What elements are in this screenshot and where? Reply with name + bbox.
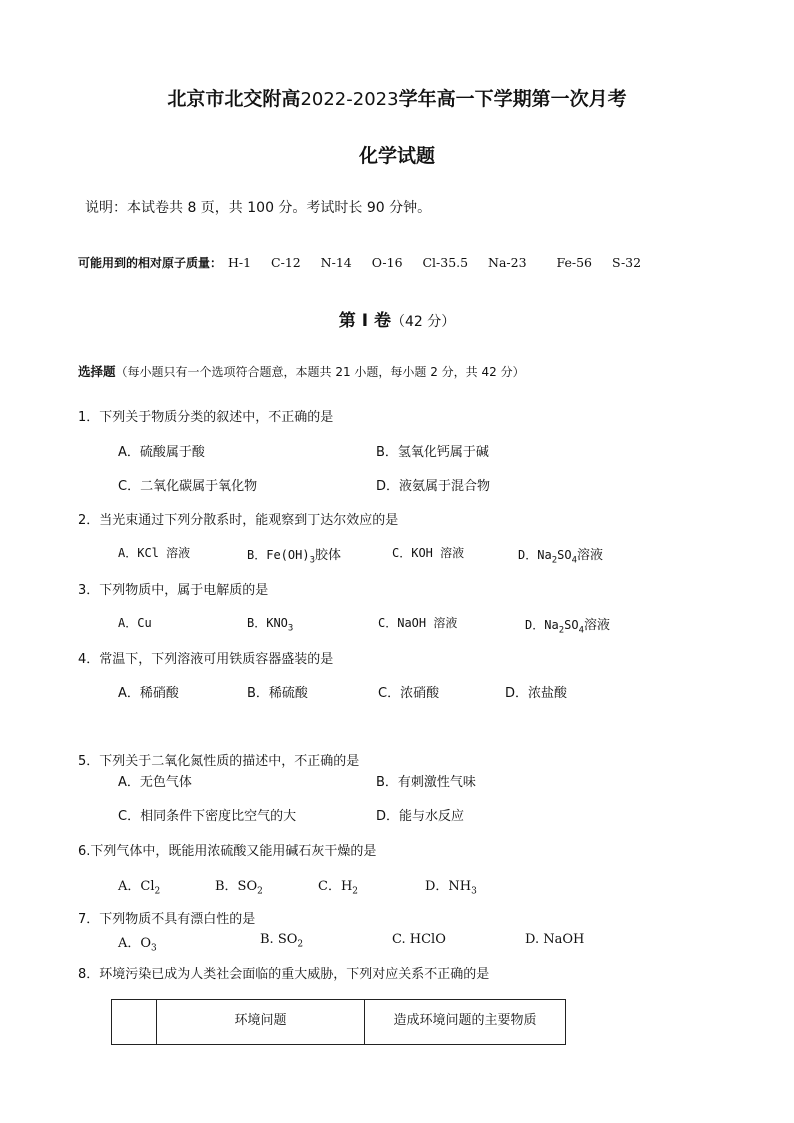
title-exam: 学年高一下学期第一次月考 (398, 88, 627, 110)
question-7-stem: 7．下列物质不具有漂白性的是 (78, 912, 256, 927)
option-text: A．Cu (118, 616, 152, 630)
question-3-option-d (525, 614, 610, 636)
section-text: （每小题只有一个选项符合题意，本题共 21 小题，每小题 2 分，共 42 分） (115, 365, 525, 379)
option-text: D．Na (518, 548, 552, 562)
question-1-option-c: C．二氧化碳属于氧化物 (118, 479, 258, 494)
question-2-option-a (118, 544, 190, 561)
table-header-row (112, 1000, 566, 1045)
option-text: C．NaOH 溶液 (378, 616, 458, 630)
question-8-stem: 8．环境污染已成为人类社会面临的重大威胁，下列对应关系不正确的是 (78, 967, 490, 982)
option-text: B．SO (215, 879, 258, 894)
question-5-option-c: C．相同条件下密度比空气的大 (118, 809, 297, 824)
table-header-cell: 造成环境问题的主要物质 (365, 1000, 566, 1045)
question-1-stem: 1．下列关于物质分类的叙述中，不正确的是 (78, 410, 334, 425)
option-text: D．Na (525, 618, 559, 632)
option-text: A．O (118, 936, 152, 951)
question-6-stem: 6.下列气体中，既能用浓硫酸又能用碱石灰干燥的是 (78, 844, 377, 859)
question-7-option-d (525, 932, 584, 947)
question-6-option-d (425, 875, 477, 897)
atomic-masses-values: H-1 C-12 N-14 O-16 Cl-35.5 Na-23 Fe-56 S-32 (228, 255, 642, 270)
question-4-option-c: C．浓硝酸 (378, 686, 440, 701)
option-text: B．KNO (247, 616, 288, 630)
question-7-option-c (392, 932, 446, 947)
option-subscript: 3 (151, 943, 157, 954)
question-4-option-b: B．稀硫酸 (247, 686, 308, 701)
subject-title: 化学试题 (358, 145, 435, 167)
option-text: SO (564, 618, 579, 632)
section-instructions (78, 362, 525, 380)
option-subscript: 3 (309, 555, 315, 566)
title-school: 北京市北交附高 (167, 88, 301, 110)
option-subscript: 2 (154, 886, 161, 897)
option-text: B. SO (260, 932, 298, 947)
page-title (0, 84, 794, 111)
question-3-option-b (247, 614, 293, 634)
question-1-option-a: A．硫酸属于酸 (118, 445, 205, 460)
option-subscript: 4 (571, 555, 577, 566)
option-text: SO (557, 548, 572, 562)
question-5-option-a: A．无色气体 (118, 775, 192, 790)
question-5-stem: 5．下列关于二氧化氮性质的描述中，不正确的是 (78, 754, 360, 769)
question-4-stem: 4．常温下，下列溶液可用铁质容器盛装的是 (78, 652, 334, 667)
question-2-option-b (247, 544, 341, 566)
title-year: 2022-2023 (300, 89, 399, 110)
option-text: A．Cl (118, 879, 155, 894)
option-subscript: 4 (578, 625, 584, 636)
option-text: C．H (318, 879, 353, 894)
table-header-cell (112, 1000, 157, 1045)
option-subscript: 2 (558, 625, 565, 636)
atomic-masses (78, 254, 641, 271)
question-1-option-b: B．氢氧化钙属于碱 (376, 445, 489, 460)
exam-note: 说明：本试卷共 8 页，共 100 分。考试时长 90 分钟。 (85, 200, 432, 216)
question-5-option-d: D．能与水反应 (376, 809, 465, 824)
option-subscript: 2 (297, 939, 304, 950)
option-suffix: 胶体 (315, 548, 342, 563)
question-6-option-b (215, 875, 263, 897)
question-3-stem: 3．下列物质中，属于电解质的是 (78, 583, 269, 598)
table-header-cell: 环境问题 (157, 1000, 365, 1045)
option-subscript: 2 (257, 886, 263, 897)
option-subscript: 3 (471, 886, 477, 897)
question-6-option-a (118, 875, 160, 897)
option-suffix: 溶液 (576, 548, 603, 563)
environment-table (111, 999, 566, 1045)
question-7-option-a (118, 932, 157, 954)
part-heading (0, 306, 794, 331)
option-text: C. HClO (392, 932, 446, 947)
question-4-option-a: A．稀硝酸 (118, 686, 179, 701)
option-text: D．NH (425, 879, 472, 894)
option-subscript: 2 (352, 886, 359, 897)
question-3-option-c (378, 614, 457, 631)
option-subscript: 2 (551, 555, 558, 566)
option-text: B．Fe(OH) (247, 548, 310, 562)
option-suffix: 溶液 (583, 618, 610, 633)
atomic-masses-label: 可能用到的相对原子质量： (78, 256, 223, 270)
part-points: （42 分） (390, 314, 456, 330)
question-2-stem: 2．当光束通过下列分散系时，能观察到丁达尔效应的是 (78, 513, 399, 528)
section-label: 选择题 (78, 364, 116, 379)
option-text: D. NaOH (525, 932, 585, 947)
question-1-option-d: D．液氨属于混合物 (376, 479, 491, 494)
option-subscript: 3 (287, 623, 294, 634)
question-4-option-d: D．浓盐酸 (505, 686, 568, 701)
question-2-option-d (518, 544, 603, 566)
question-7-option-b (260, 932, 303, 950)
question-2-option-c (392, 544, 464, 561)
option-text: C．KOH 溶液 (392, 546, 465, 560)
question-5-option-b: B．有刺激性气味 (376, 775, 476, 790)
part-label: 第 Ⅰ 卷 (338, 311, 391, 331)
question-6-option-c (318, 875, 358, 897)
question-3-option-a (118, 614, 152, 631)
option-text: A．KCl 溶液 (118, 546, 191, 560)
